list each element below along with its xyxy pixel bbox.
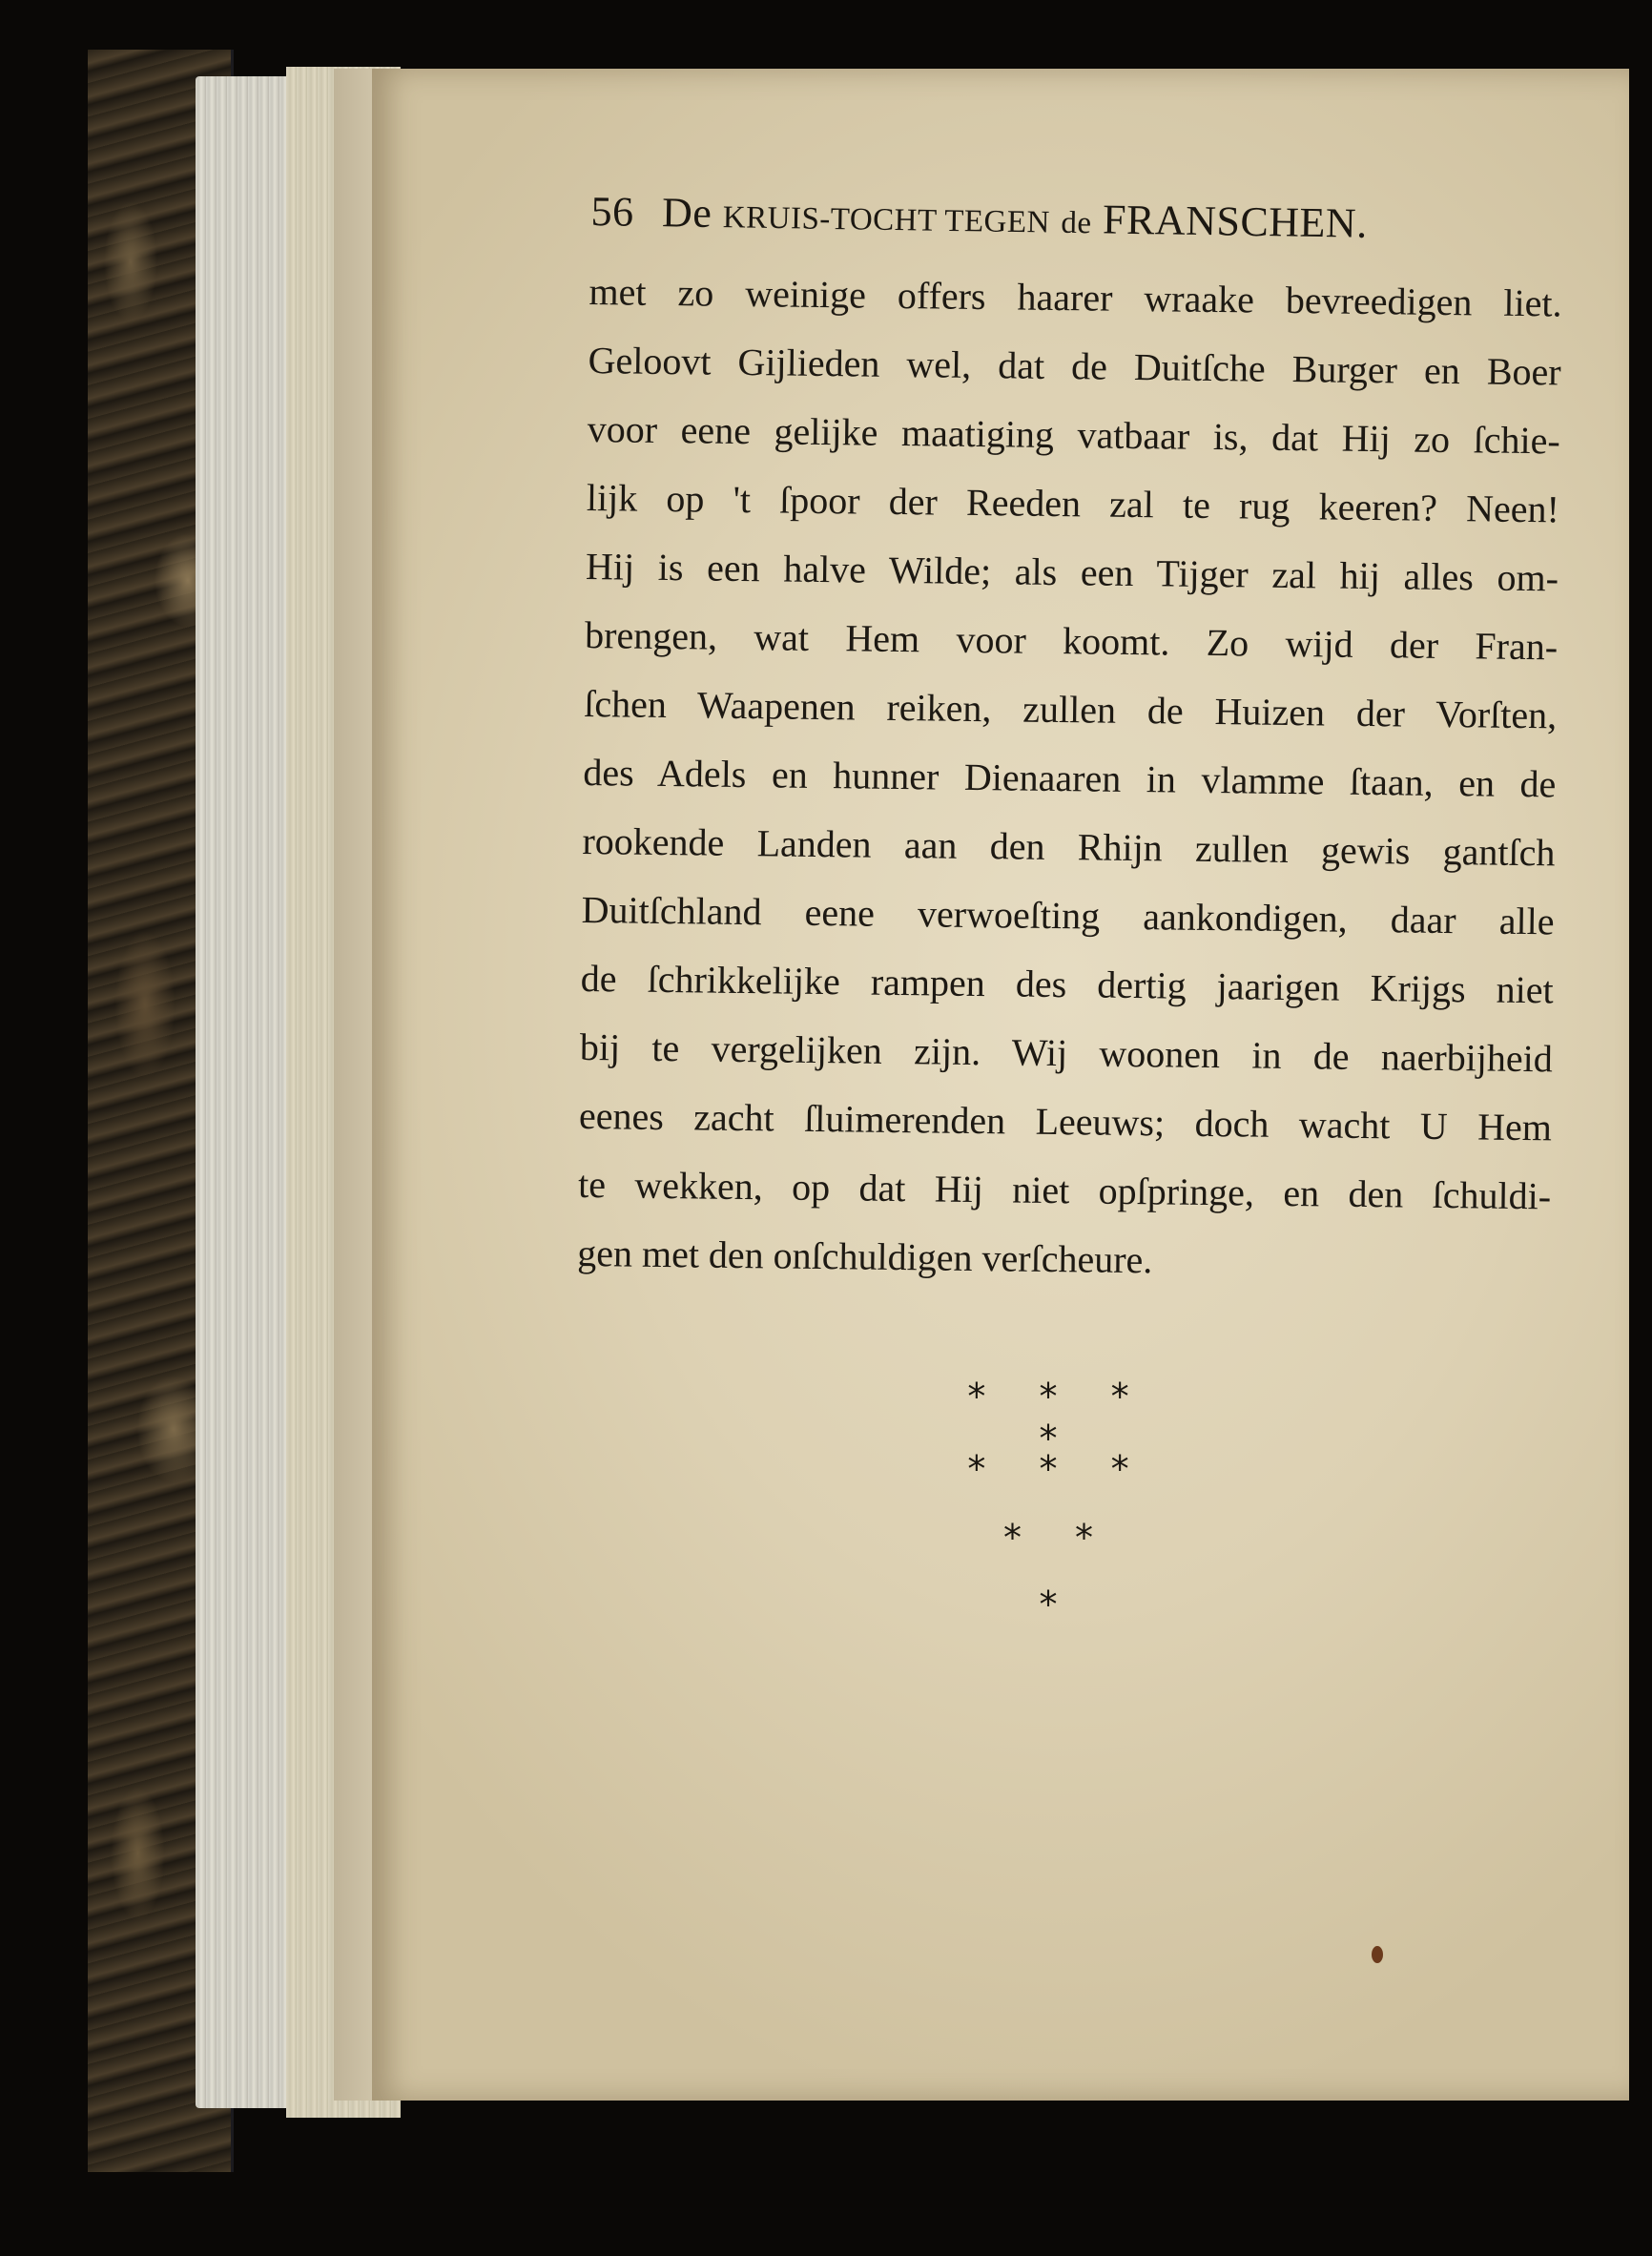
running-head-franschen: FRANSCHEN. [1102, 196, 1369, 247]
text-line: ſchen Waapenen reiken, zullen de Huizen der Vorſten, [584, 681, 1558, 737]
text-line: te wekken, op dat Hij niet opſpringe, en den ſchuldi- [577, 1162, 1552, 1218]
text-line: lijk op 't ſpoor der Reeden zal te rug keeren? Neen! [586, 475, 1560, 531]
ornament-row-4: * [1039, 1583, 1079, 1625]
text-line: voor eene gelijke maatiging vatbaar is, dat Hij zo ſchie- [587, 406, 1561, 463]
text-line: Duitſchland eene verwoeſting aankondigen, daar alle [581, 887, 1555, 943]
ornament-row-2: * * * [967, 1448, 1150, 1490]
body-text [577, 258, 1562, 1299]
running-head-main: KRUIS-TOCHT TEGEN [722, 200, 1051, 240]
text-line: rookende Landen aan den Rhijn zullen gewis gantſch [582, 818, 1556, 875]
text-line: brengen, wat Hem voor koomt. Zo wijd der Fran- [584, 612, 1559, 669]
running-head-word-de: De [661, 189, 712, 237]
ornament-row-3: * * [1002, 1517, 1115, 1559]
paper-stain [1372, 1946, 1383, 1963]
text-line-last: gen met den onſchuldigen verſcheure. [576, 1231, 1153, 1282]
text-line: met zo weinige offers haarer wraake bevreedigen liet. [589, 269, 1562, 325]
text-line: Hij is een halve Wilde; als een Tijger zal hij alles om- [585, 544, 1559, 600]
text-line: de ſchrikkelijke rampen des dertig jaarigen Krijgs niet [580, 956, 1554, 1012]
page-number: 56 [590, 187, 634, 236]
running-head-word-de-small: de [1061, 205, 1092, 241]
text-line: eenes zacht ſluimerenden Leeuws; doch wacht U Hem [578, 1093, 1553, 1149]
text-line: des Adels en hunner Dienaaren in vlamme ſtaan, en de [583, 750, 1557, 806]
text-line: Geloovt Gijlieden wel, dat de Duitſche Burger en Boer [588, 338, 1561, 394]
text-line: bij te vergelijken zijn. Wij woonen in de naerbijheid [579, 1025, 1554, 1081]
ornament-row-1: * * * * [967, 1376, 1150, 1459]
